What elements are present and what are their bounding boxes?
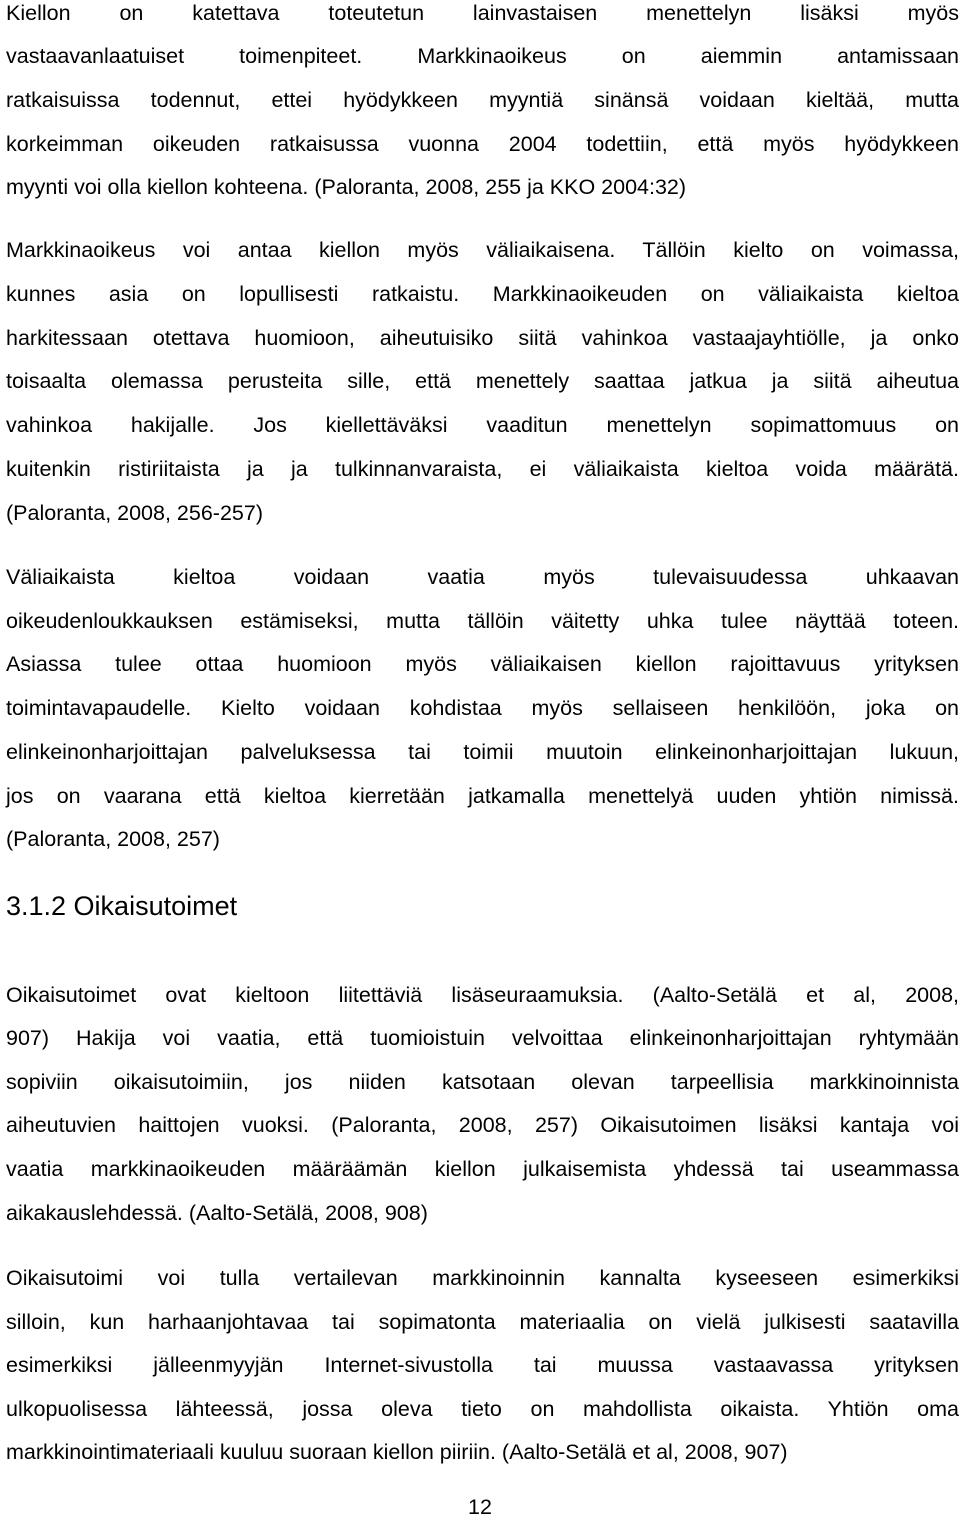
text-line: markkinointimateriaali kuuluu suoraan kiellon piiriin. (Aalto-Setälä et al, 2008, 907) xyxy=(6,1440,788,1464)
text-line: elinkeinonharjoittajan palveluksessa tai toimii muutoin elinkeinonharjoittajan lukuun, xyxy=(6,740,959,764)
text-line: kuitenkin ristiriitaista ja ja tulkinnanvaraista, ei väliaikaista kieltoa voida määrätä. xyxy=(6,457,959,481)
text-line: silloin, kun harhaanjohtavaa tai sopimatonta materiaalia on vielä julkisesti saatavilla xyxy=(6,1310,959,1334)
text-line: ulkopuolisessa lähteessä, jossa oleva tieto on mahdollista oikaista. Yhtiön oma xyxy=(6,1397,959,1421)
text-line: vaatia markkinaoikeuden määräämän kiellon julkaisemista yhdessä tai useammassa xyxy=(6,1157,959,1181)
text-line: Oikaisutoimet ovat kieltoon liitettäviä lisäseuraamuksia. (Aalto-Setälä et al, 2008, xyxy=(6,983,959,1007)
page-number: 12 xyxy=(468,1495,492,1519)
text-line: aikakauslehdessä. (Aalto-Setälä, 2008, 908) xyxy=(6,1201,428,1225)
text-line: korkeimman oikeuden ratkaisussa vuonna 2004 todettiin, että myös hyödykkeen xyxy=(6,132,959,156)
text-line: Markkinaoikeus voi antaa kiellon myös väliaikaisena. Tällöin kielto on voimassa, xyxy=(6,238,959,262)
text-line: vastaavanlaatuiset toimenpiteet. Markkinaoikeus on aiemmin antamissaan xyxy=(6,44,959,68)
text-line: Väliaikaista kieltoa voidaan vaatia myös tulevaisuudessa uhkaavan xyxy=(6,565,959,589)
text-line: Kiellon on katettava toteutetun lainvastaisen menettelyn lisäksi myös xyxy=(6,1,959,25)
text-line: toisaalta olemassa perusteita sille, että menettely saattaa jatkua ja siitä aiheutua xyxy=(6,369,959,393)
text-line: Asiassa tulee ottaa huomioon myös väliaikaisen kiellon rajoittavuus yrityksen xyxy=(6,652,959,676)
text-line: aiheutuvien haittojen vuoksi. (Paloranta, 2008, 257) Oikaisutoimen lisäksi kantaja voi xyxy=(6,1113,959,1137)
text-line: jos on vaarana että kieltoa kierretään jatkamalla menettelyä uuden yhtiön nimissä. xyxy=(6,784,959,808)
text-line: sopiviin oikaisutoimiin, jos niiden katsotaan olevan tarpeellisia markkinoinnista xyxy=(6,1070,959,1094)
text-line: 907) Hakija voi vaatia, että tuomioistuin velvoittaa elinkeinonharjoittajan ryhtymään xyxy=(6,1026,959,1050)
text-line: myynti voi olla kiellon kohteena. (Paloranta, 2008, 255 ja KKO 2004:32) xyxy=(6,175,687,199)
text-line: esimerkiksi jälleenmyyjän Internet-sivustolla tai muussa vastaavassa yrityksen xyxy=(6,1353,959,1377)
text-line: Oikaisutoimi voi tulla vertailevan markkinoinnin kannalta kyseeseen esimerkiksi xyxy=(6,1266,959,1290)
text-line: harkitessaan otettava huomioon, aiheutuisiko siitä vahinkoa vastaajayhtiölle, ja onko xyxy=(6,326,959,350)
text-line: kunnes asia on lopullisesti ratkaistu. Markkinaoikeuden on väliaikaista kieltoa xyxy=(6,282,959,306)
text-line: ratkaisuissa todennut, ettei hyödykkeen myyntiä sinänsä voidaan kieltää, mutta xyxy=(6,88,959,112)
text-line: oikeudenloukkauksen estämiseksi, mutta tällöin väitetty uhka tulee näyttää toteen. xyxy=(6,609,959,633)
text-line: (Paloranta, 2008, 257) xyxy=(6,827,220,851)
section-heading: 3.1.2 Oikaisutoimet xyxy=(6,891,238,921)
text-line: (Paloranta, 2008, 256-257) xyxy=(6,501,263,525)
text-line: vahinkoa hakijalle. Jos kiellettäväksi vaaditun menettelyn sopimattomuus on xyxy=(6,413,959,437)
text-line: toimintavapaudelle. Kielto voidaan kohdistaa myös sellaiseen henkilöön, joka on xyxy=(6,696,959,720)
